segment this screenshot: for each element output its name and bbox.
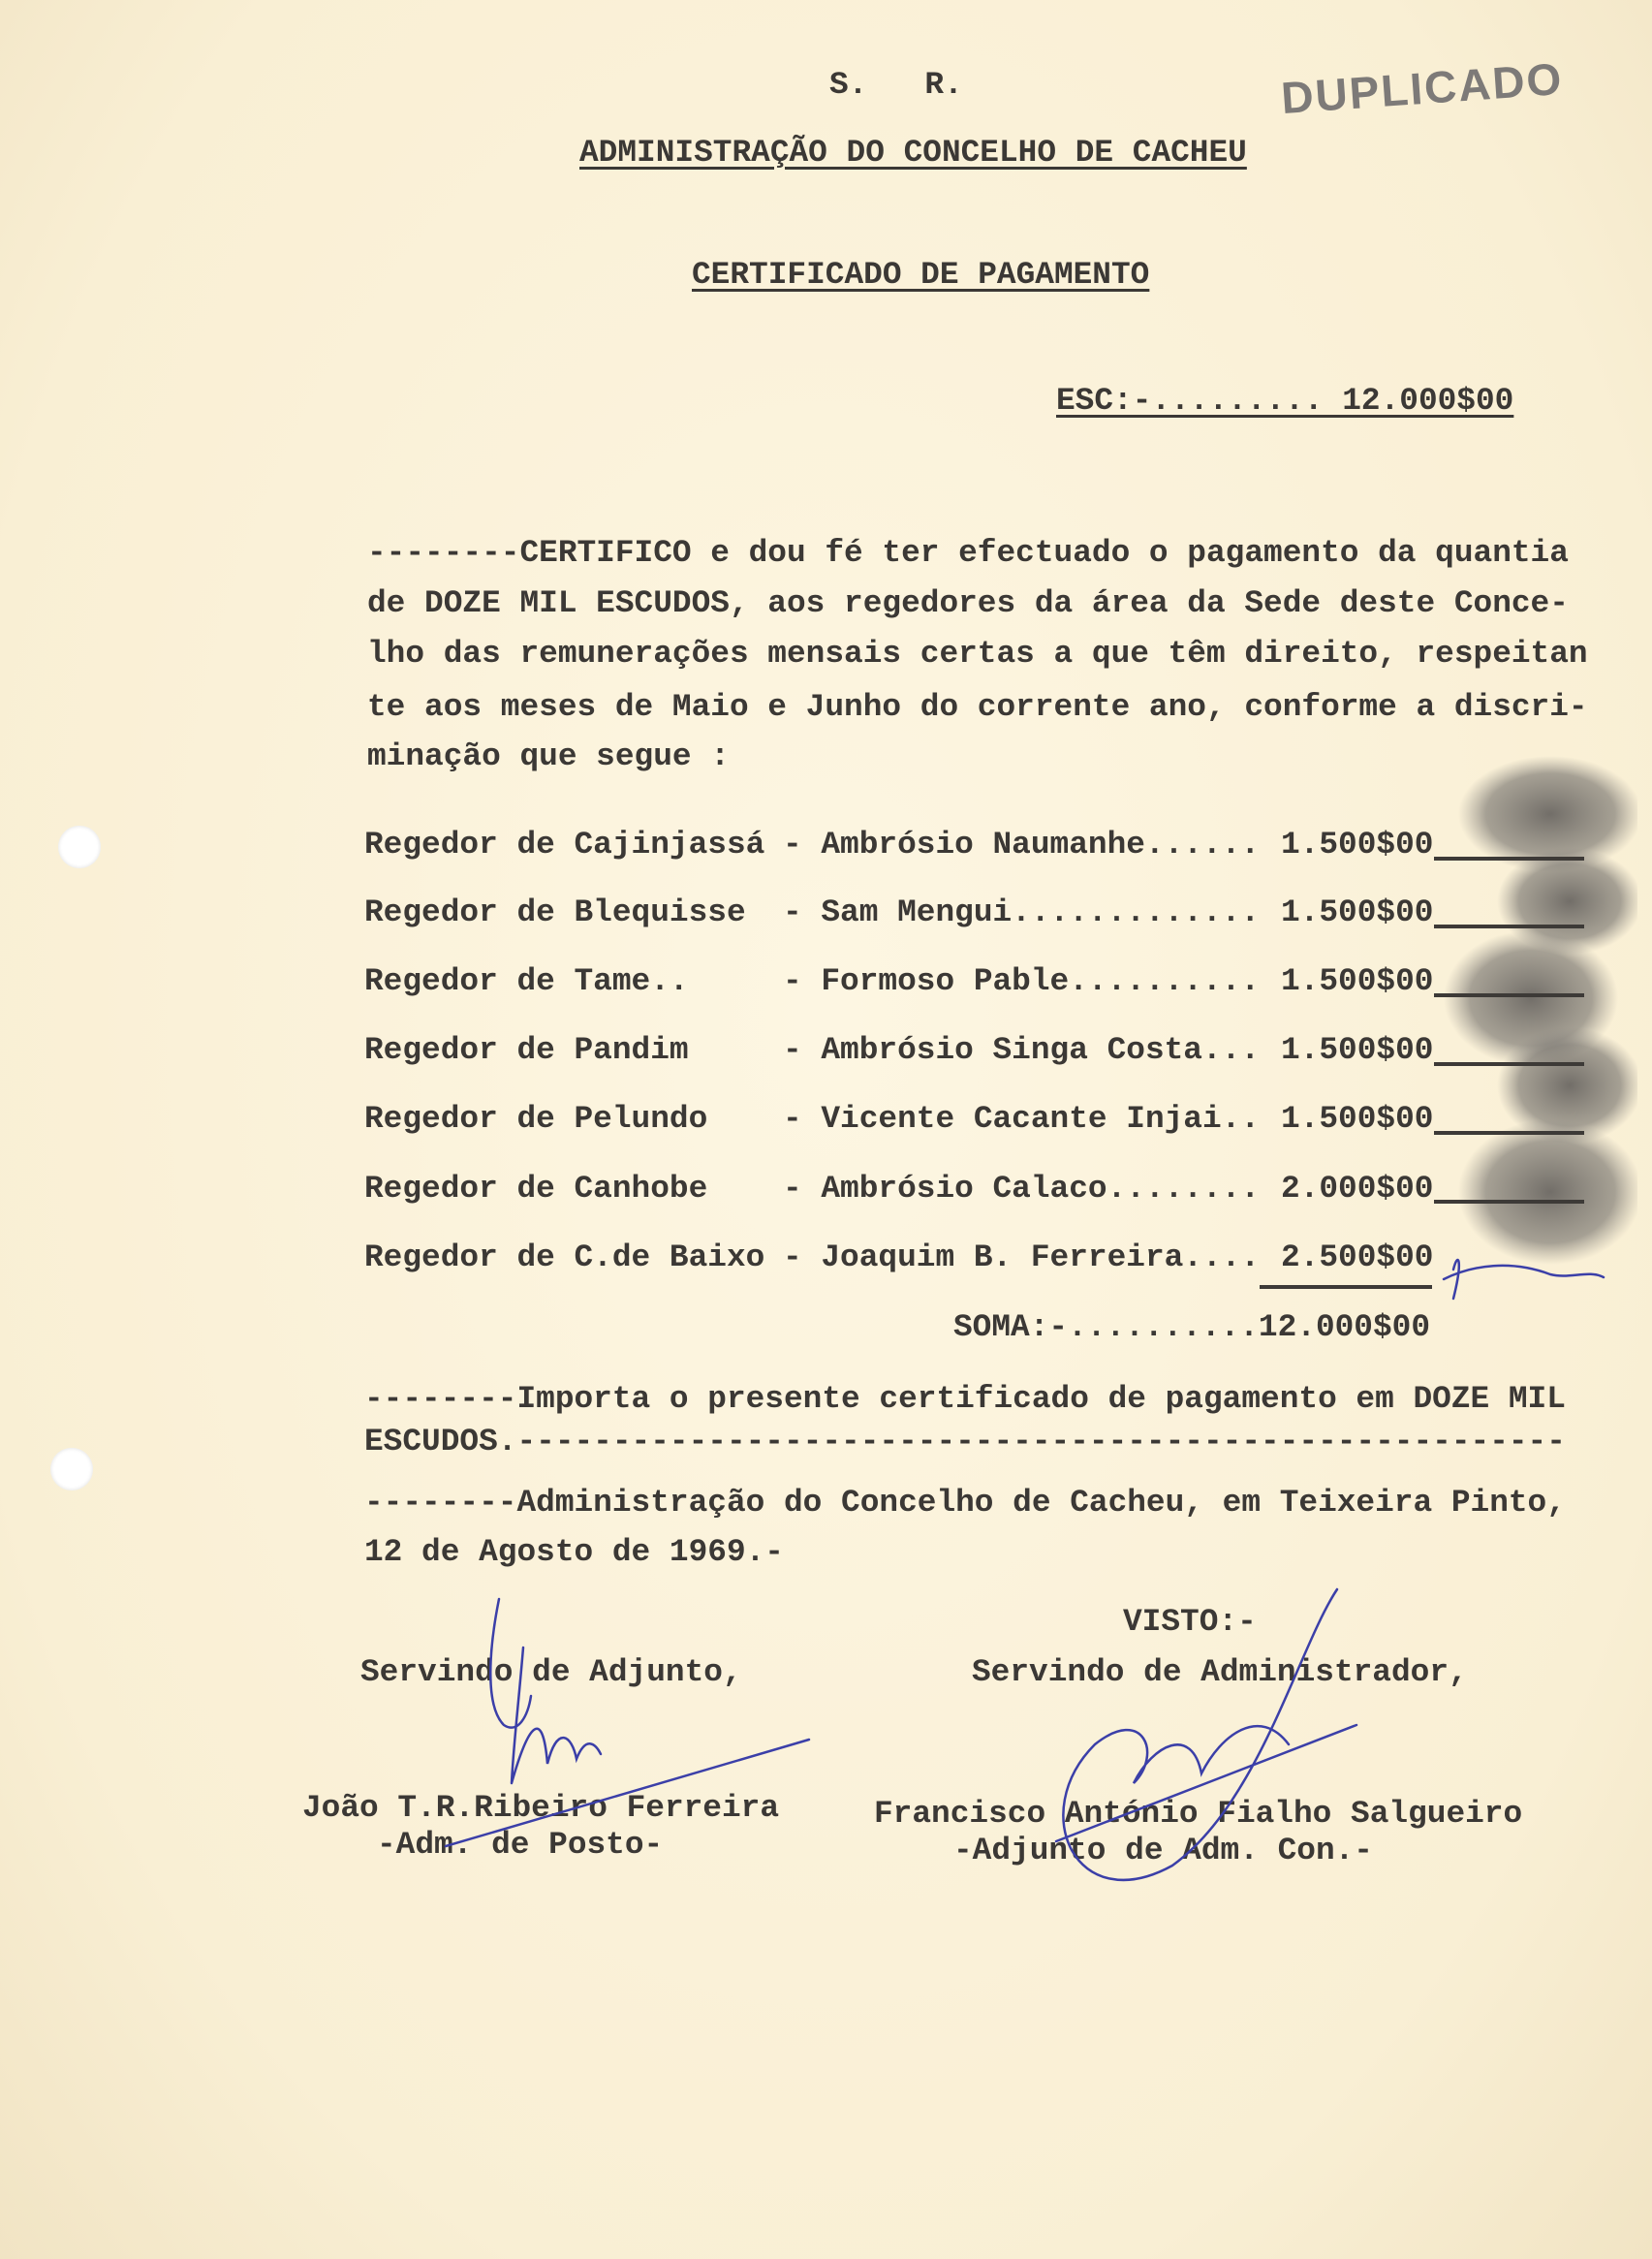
body-line: --------CERTIFICO e dou fé ter efectuado o pagamento da quantia xyxy=(367,535,1569,571)
payee: - Formoso Pable.......... xyxy=(783,963,1261,999)
regedoria: Regedor de Tame.. xyxy=(364,963,689,999)
payee: - Vicente Cacante Injai.. xyxy=(783,1101,1261,1137)
payee: - Joaquim B. Ferreira.... xyxy=(783,1239,1261,1275)
body-line: lho das remunerações mensais certas a que têm direito, respeitan xyxy=(367,636,1588,672)
payment-amount: 1.500$00 xyxy=(1281,827,1434,863)
payment-amount: 1.500$00 xyxy=(1281,963,1434,999)
closing-line: --------Administração do Concelho de Cacheu, em Teixeira Pinto, xyxy=(364,1485,1566,1521)
header-sr: S. R. xyxy=(829,67,963,103)
payee: - Ambrósio Singa Costa... xyxy=(783,1032,1261,1068)
regedoria: Regedor de Blequisse xyxy=(364,894,746,930)
regedoria: Regedor de C.de Baixo xyxy=(364,1239,765,1275)
signature-line xyxy=(1434,993,1584,997)
office-heading: ADMINISTRAÇÃO DO CONCELHO DE CACHEU xyxy=(579,135,1247,171)
left-signer-title: -Adm. de Posto- xyxy=(377,1827,664,1863)
amount-header: ESC:-......... 12.000$00 xyxy=(1056,383,1514,419)
payment-amount: 2.000$00 xyxy=(1281,1171,1434,1207)
payment-amount: 2.500$00 xyxy=(1281,1239,1434,1275)
punch-hole xyxy=(58,826,101,868)
duplicado-stamp: DUPLICADO xyxy=(1279,52,1565,124)
signature-line xyxy=(1434,857,1584,861)
regedoria: Regedor de Cajinjassá xyxy=(364,827,765,863)
payee: - Ambrósio Calaco........ xyxy=(783,1171,1261,1207)
payment-amount: 1.500$00 xyxy=(1281,1101,1434,1137)
right-signer-name: Francisco António Fialho Salgueiro xyxy=(874,1796,1523,1832)
payee: - Ambrósio Naumanhe...... xyxy=(783,827,1261,863)
payment-amount: 1.500$00 xyxy=(1281,894,1434,930)
signature-line xyxy=(1434,1131,1584,1135)
regedoria: Regedor de Pelundo xyxy=(364,1101,708,1137)
body-line: minação que segue : xyxy=(367,738,730,774)
closing-line: 12 de Agosto de 1969.- xyxy=(364,1534,784,1570)
right-signer-role: Servindo de Administrador, xyxy=(972,1654,1468,1690)
left-signer-role: Servindo de Adjunto, xyxy=(360,1654,742,1690)
payee: - Sam Mengui............. xyxy=(783,894,1261,930)
body-line: te aos meses de Maio e Junho do corrente ano, conforme a discri- xyxy=(367,689,1588,725)
total-sum: SOMA:-..........12.000$00 xyxy=(953,1309,1431,1345)
regedoria: Regedor de Canhobe xyxy=(364,1171,708,1207)
signature-line xyxy=(1434,1062,1584,1066)
signature-line xyxy=(1434,1200,1584,1204)
payment-amount: 1.500$00 xyxy=(1281,1032,1434,1068)
visto-label: VISTO:- xyxy=(1123,1604,1257,1640)
document-title: CERTIFICADO DE PAGAMENTO xyxy=(692,257,1150,293)
right-signer-title: -Adjunto de Adm. Con.- xyxy=(953,1833,1373,1868)
closing-line: ESCUDOS.------------------------------------------------------- xyxy=(364,1424,1566,1459)
closing-line: --------Importa o presente certificado de pagamento em DOZE MIL xyxy=(364,1381,1566,1417)
fingerprints xyxy=(1424,756,1637,1299)
left-signer-name: João T.R.Ribeiro Ferreira xyxy=(302,1790,780,1826)
punch-hole xyxy=(50,1448,93,1490)
total-rule xyxy=(1260,1285,1432,1289)
signature-line xyxy=(1434,925,1584,928)
body-line: de DOZE MIL ESCUDOS, aos regedores da área da Sede deste Conce- xyxy=(367,585,1569,621)
regedoria: Regedor de Pandim xyxy=(364,1032,689,1068)
